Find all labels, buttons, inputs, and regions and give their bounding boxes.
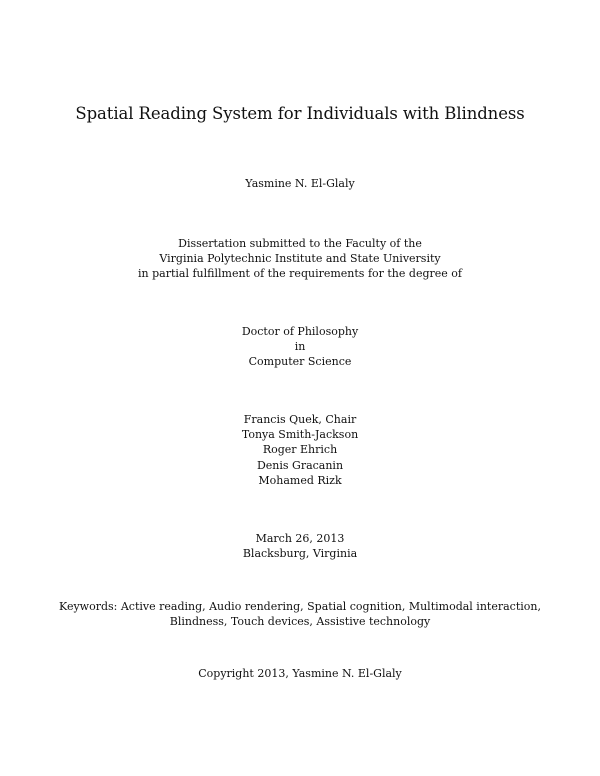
date-line: March 26, 2013 (255, 532, 345, 545)
submission-line: Dissertation submitted to the Faculty of the (178, 237, 422, 250)
keywords (0, 599, 600, 629)
location-line: Blacksburg, Virginia (242, 547, 358, 561)
submission-line: in partial fulfillment of the requirements for the degree of (138, 267, 462, 281)
committee-member: Denis Gracanin (256, 458, 344, 472)
submission-line: Virginia Polytechnic Institute and State University (159, 252, 441, 266)
committee-member: Francis Quek, Chair (243, 413, 357, 426)
submission-statement (0, 236, 600, 282)
degree-line: in (294, 340, 306, 354)
copyright-notice: Copyright 2013, Yasmine N. El-Glaly (198, 667, 402, 680)
dissertation-title: Spatial Reading System for Individuals with Blindness (75, 104, 525, 123)
degree-statement (0, 324, 600, 370)
author-name: Yasmine N. El-Glaly (245, 177, 355, 190)
date-location (0, 531, 600, 561)
committee-member: Tonya Smith-Jackson (241, 428, 359, 442)
degree-line: Doctor of Philosophy (241, 325, 359, 338)
keywords-line: Keywords: Active reading, Audio rendering, Spatial cognition, Multimodal interaction, (59, 600, 541, 613)
committee-list (0, 412, 600, 488)
committee-member: Mohamed Rizk (258, 473, 342, 487)
degree-line: Computer Science (248, 355, 352, 369)
keywords-line: Blindness, Touch devices, Assistive technology (169, 615, 431, 629)
committee-member: Roger Ehrich (262, 443, 338, 457)
